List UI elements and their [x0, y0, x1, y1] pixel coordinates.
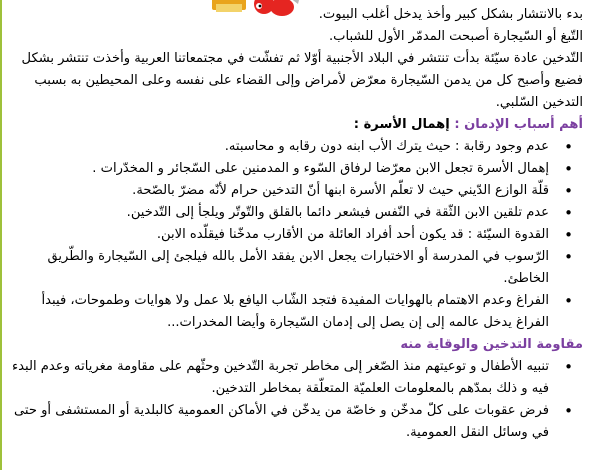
list-item: • عدم وجود رقابة : حيث يترك الأب ابنه دون رقابه و محاسبته. — [6, 136, 549, 158]
causes-heading-title: أهم أسباب الإدمان : — [454, 117, 583, 132]
list-item: • القدوة السيّئة : قد يكون أحد أفراد العائلة من الأقارب مدخّنا فيقلّده الابن. — [6, 224, 549, 246]
prevention-heading: مقاومة التدخين والوقاية منه — [400, 337, 583, 352]
document-body — [6, 4, 583, 444]
list-item: • قلّة الوازع الدّيني حيث لا تعلّم الأسرة ابنها أنّ التدخين حرام لأنّه مضرّ بالصّحة. — [6, 180, 549, 202]
list-item: • الرّسوب في المدرسة أو الاختبارات يجعل الابن يفقد الأمل بالله فيلجئ إلى السّيجارة والطّريق الخاطئ. — [6, 246, 549, 290]
list-item: • تنبيه الأطفال و توعيتهم منذ الصّغر إلى مخاطر تجربة التّدخين وحثّهم على مقاومة مغرياته وعدم البدء فيه و ذلك بمدّهم بالمعلومات العلميّة المتعلّقة بمخاطر التدخين. — [6, 356, 549, 400]
list-item: • إهمال الأسرة تجعل الابن معرّضا لرفاق السّوء و المدمنين على السّجائر و المخدّرات . — [6, 158, 549, 180]
prevention-list — [6, 356, 583, 444]
intro-line-1: بدء بالانتشار بشكل كبير وأخذ يدخل أغلب البيوت. — [318, 7, 583, 22]
causes-subheading: إهمال الأسرة : — [353, 117, 450, 132]
list-item: • عدم تلقين الابن الثّقة في النّفس فيشعر دائما بالقلق والتّوتّر ويلجأ إلى التّدخين. — [6, 202, 549, 224]
intro-line-2: التّبغ أو السّيجارة أصبحت المدمّر الأول للشباب. — [328, 29, 583, 44]
list-item: • فرض عقوبات على كلّ مدخّن و خاصّة من يدخّن في الأماكن العمومية كالبلدية أو المستشفى أو حتى في وسائل النقل العمومية. — [6, 400, 549, 444]
causes-heading — [6, 114, 583, 136]
intro-paragraph: التّدخين عادة سيّئة بدأت تنتشر في البلاد الأجنبية أوّلا ثم تفشّت في مجتمعاتنا العربية وأخذت تنتشر بشكل فضيع وأصبح كل من يدمن السّيجارة معرّض لأمراض وإلى القضاء على نفسه وعلى المحيطين به بسبب التدخين السّلبي. — [21, 51, 583, 110]
causes-list — [6, 136, 583, 334]
list-item: • الفراغ وعدم الاهتمام بالهوايات المفيدة فتجد الشّاب اليافع بلا عمل ولا هوايات وطموحات، فيبدأ الفراغ يدخل عالمه إلى إن يصل إلى إدمان السّيجارة وأيضا المخدرات... — [6, 290, 549, 334]
